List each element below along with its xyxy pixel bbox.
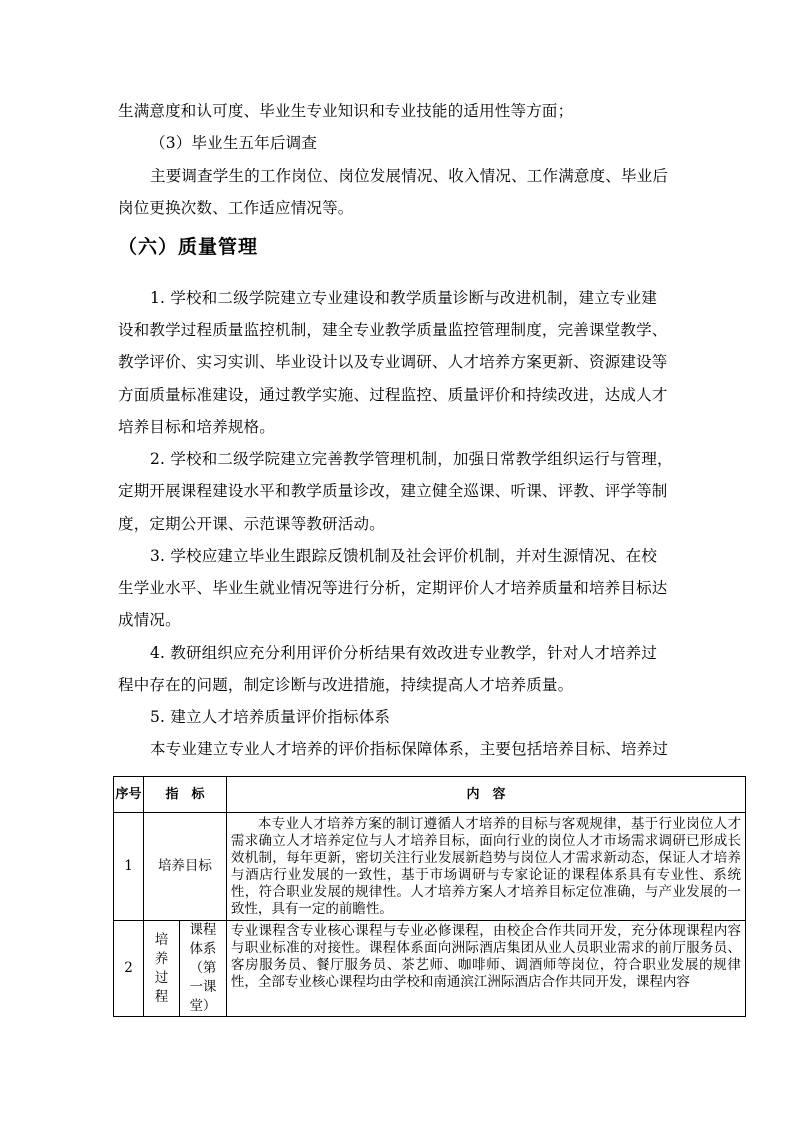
paragraph-line: 3. 学校应建立毕业生跟踪反馈机制及社会评价机制，并对生源情况、在校 — [150, 547, 658, 565]
row-indicator: 培养目标 — [143, 813, 226, 921]
row-indicator: 培养过程 — [143, 921, 179, 1017]
paragraph-line: 本专业建立专业人才培养的评价指标保障体系，主要包括培养目标、培养过 — [150, 740, 669, 758]
table-header-row — [114, 777, 746, 813]
paragraph-line: 成情况。 — [118, 611, 181, 629]
paragraph-line: 5. 建立人才培养质量评价指标体系 — [150, 708, 391, 726]
evaluation-table — [113, 776, 746, 1017]
row-seq: 2 — [114, 921, 144, 1017]
paragraph-line: 程中存在的问题，制定诊断与改进措施，持续提高人才培养质量。 — [118, 676, 574, 694]
paragraph-line: 培养目标和培养规格。 — [118, 418, 276, 436]
paragraph-line: 教学评价、实习实训、毕业设计以及专业调研、人才培养方案更新、资源建设等 — [118, 353, 668, 371]
header-content: 内 容 — [226, 777, 745, 813]
paragraph-line: 2. 学校和二级学院建立完善教学管理机制，加强日常教学组织运行与管理， — [150, 450, 673, 468]
section-heading: （六）质量管理 — [118, 236, 259, 258]
paragraph-line: 岗位更换次数、工作适应情况等。 — [118, 199, 354, 217]
paragraph-line: 设和教学过程质量监控机制，建全专业教学质量监控管理制度，完善课堂教学、 — [118, 321, 668, 339]
subsection-title: （3）毕业生五年后调查 — [150, 134, 318, 152]
paragraph-line: 定期开展课程建设水平和教学质量诊改，建立健全巡课、听课、评教、评学等制 — [118, 482, 668, 500]
paragraph-line: 生满意度和认可度、毕业生专业知识和专业技能的适用性等方面； — [118, 102, 574, 120]
row-seq: 1 — [114, 813, 144, 921]
header-seq: 序号 — [114, 777, 144, 813]
header-indicator: 指 标 — [143, 777, 226, 813]
row-content: 本专业人才培养方案的制订遵循人才培养的目标与客观规律，基于行业岗位人才需求确立人才培养定位与人才培养目标，面向行业的岗位人才市场需求调研已形成长效机制，每年更新，密切关注行业发展新趋势与岗位人才需求新动态，保证人才培养与酒店行业发展的一致性，基于市场调研与专家论证的课程体系具有专业性、系统性，符合职业发展的规律性。人才培养方案人才培养目标定位准确，与产业发展的一致性，具有一定的前瞻性。 — [226, 813, 745, 921]
paragraph-line: 1. 学校和二级学院建立专业建设和教学质量诊断与改进机制，建立专业建 — [150, 289, 658, 307]
row-sub-indicator: 课程体系（第一课堂） — [179, 921, 226, 1017]
paragraph-line: 主要调查学生的工作岗位、岗位发展情况、收入情况、工作满意度、毕业后 — [150, 167, 669, 185]
row-content: 专业课程含专业核心课程与专业必修课程，由校企合作共同开发，充分体现课程内容与职业标准的对接性。课程体系面向洲际酒店集团从业人员职业需求的前厅服务员、客房服务员、餐厅服务员、茶艺师、咖啡师、调酒师等岗位，符合职业发展的规律性，全部专业核心课程均由学校和南通滨江洲际酒店合作共同开发，课程内容 — [226, 921, 745, 1017]
table-row — [114, 813, 746, 921]
paragraph-line: 方面质量标准建设，通过教学实施、过程监控、质量评价和持续改进，达成人才 — [118, 386, 668, 404]
paragraph-line: 度，定期公开课、示范课等教研活动。 — [118, 515, 385, 533]
paragraph-line: 4. 教研组织应充分利用评价分析结果有效改进专业教学，针对人才培养过 — [150, 644, 658, 662]
paragraph-line: 生学业水平、毕业生就业情况等进行分析，定期评价人才培养质量和培养目标达 — [118, 579, 668, 597]
table-row — [114, 921, 746, 1017]
